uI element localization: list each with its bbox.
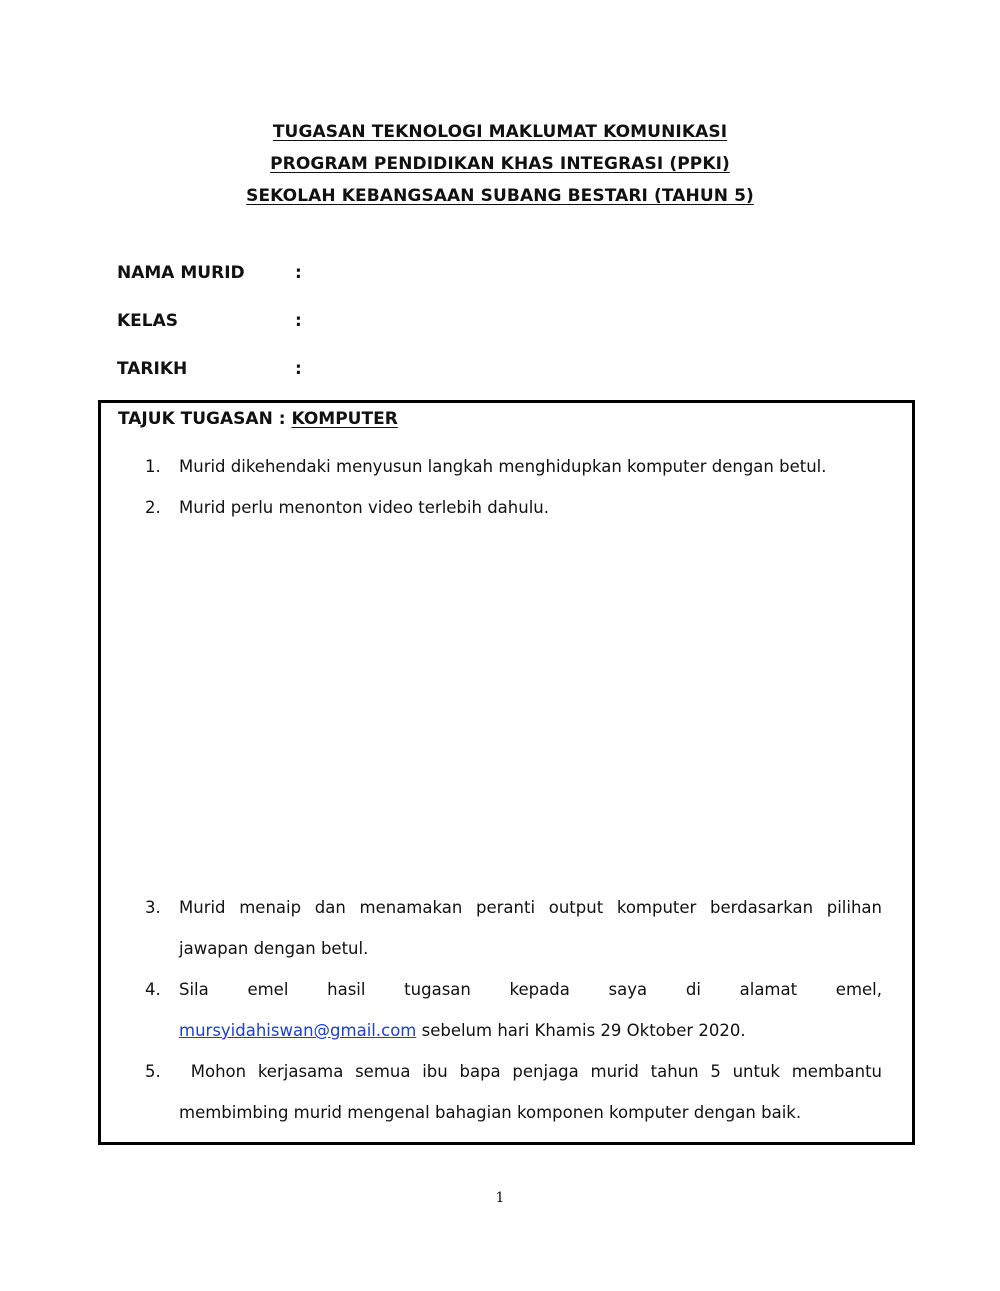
class-field	[117, 309, 302, 333]
task-item-text: Mohon kerjasama semua ibu bapa penjaga murid tahun 5 untuk membantu membimbing murid mengenal bahagian komponen komputer dengan baik.	[179, 1062, 888, 1122]
header-title-line-3: SEKOLAH KEBANGSAAN SUBANG BESTARI (TAHUN 5)	[246, 186, 754, 206]
task-item-1	[145, 446, 882, 487]
email-link[interactable]: mursyidahiswan@gmail.com	[179, 1021, 417, 1040]
task-item-number: 2.	[145, 498, 161, 517]
task-item-number: 1.	[145, 457, 161, 476]
task-item-text: Murid perlu menonton video terlebih dahulu.	[179, 498, 549, 517]
class-colon: :	[295, 311, 302, 331]
task-item-text: Murid menaip dan menamakan peranti output komputer berdasarkan pilihan jawapan dengan betul.	[179, 898, 882, 958]
header-title-line-1: TUGASAN TEKNOLOGI MAKLUMAT KOMUNIKASI	[272, 122, 728, 142]
task-item-number: 3.	[145, 898, 161, 917]
document-header	[0, 116, 1000, 212]
task-item-4	[145, 969, 882, 1051]
task-topic: KOMPUTER	[291, 409, 398, 429]
task-title	[118, 406, 398, 432]
date-colon: :	[295, 359, 302, 379]
task-item-text-after-email: sebelum hari Khamis 29 Oktober 2020.	[416, 1021, 746, 1040]
task-item-2	[145, 487, 882, 528]
task-title-prefix: TAJUK TUGASAN :	[118, 409, 292, 429]
task-item-text: Sila emel hasil tugasan kepada saya di alamat emel,	[179, 980, 882, 999]
header-title-line-2: PROGRAM PENDIDIKAN KHAS INTEGRASI (PPKI)	[270, 154, 730, 174]
task-item-3	[145, 887, 882, 969]
student-name-colon: :	[295, 263, 302, 283]
page-number: 1	[495, 1190, 505, 1206]
student-name-label: NAMA MURID	[117, 263, 245, 283]
date-label: TARIKH	[117, 359, 188, 379]
task-item-text: Murid dikehendaki menyusun langkah menghidupkan komputer dengan betul.	[179, 457, 827, 476]
task-item-number: 5.	[145, 1062, 161, 1081]
task-item-5	[145, 1051, 888, 1133]
student-name-field	[117, 261, 302, 285]
class-label: KELAS	[117, 311, 179, 331]
task-item-text-continued	[179, 1010, 882, 1051]
task-item-number: 4.	[145, 980, 161, 999]
date-field	[117, 357, 302, 381]
task-box	[98, 400, 915, 1145]
